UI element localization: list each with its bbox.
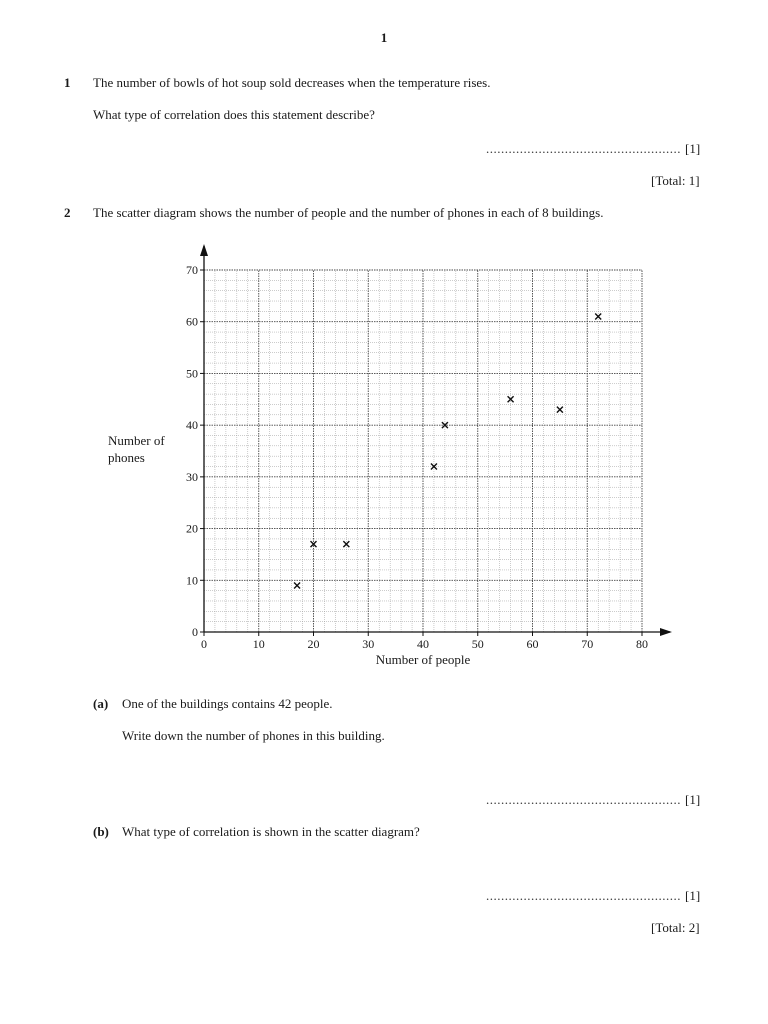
y-tick-label: 40 — [186, 418, 198, 433]
axes — [200, 244, 672, 636]
x-tick-label: 70 — [581, 637, 594, 651]
part-b-answer-line[interactable]: .................................................... — [486, 888, 681, 903]
question-2-statement: The scatter diagram shows the number of people and the number of phones in each of 8 buildings. — [93, 205, 604, 220]
data-point — [294, 582, 300, 588]
data-point — [557, 407, 563, 413]
question-1-answer-line[interactable]: .................................................... — [486, 141, 681, 156]
x-tick-label: 60 — [526, 637, 539, 651]
y-tick-label: 30 — [186, 469, 198, 484]
x-tick-label: 30 — [362, 637, 375, 651]
data-points — [294, 314, 601, 589]
part-a-prompt: Write down the number of phones in this building. — [122, 728, 385, 743]
part-b-label: (b) — [93, 824, 109, 839]
question-1-number: 1 — [64, 75, 71, 90]
y-tick-label: 60 — [186, 314, 198, 329]
page-number: 1 — [380, 30, 388, 45]
y-tick-label: 20 — [186, 521, 198, 536]
x-axis-arrow — [660, 628, 672, 636]
question-1-prompt: What type of correlation does this statement describe? — [93, 107, 375, 122]
part-b-marks: [1] — [685, 888, 701, 903]
x-tick-label: 10 — [252, 637, 265, 651]
part-a-label: (a) — [93, 696, 109, 711]
y-axis-arrow — [200, 244, 208, 256]
part-b-prompt: What type of correlation is shown in the scatter diagram? — [122, 824, 420, 839]
part-a-statement: One of the buildings contains 42 people. — [122, 696, 333, 711]
part-a-marks: [1] — [685, 792, 701, 807]
x-tick-label: 40 — [417, 637, 429, 651]
y-axis-label-line-1: Number of — [108, 433, 165, 448]
y-axis-label-line-2: phones — [108, 450, 145, 465]
x-tick-label: 50 — [471, 637, 484, 651]
y-tick-label: 0 — [192, 625, 198, 639]
y-tick-label: 70 — [186, 263, 198, 277]
question-2-total: [Total: 2] — [651, 920, 700, 935]
question-1-total: [Total: 1] — [651, 173, 700, 188]
y-tick-label: 10 — [186, 573, 198, 588]
question-1-statement: The number of bowls of hot soup sold decreases when the temperature rises. — [93, 75, 491, 90]
y-tick-label: 50 — [186, 366, 198, 381]
question-1-marks: [1] — [685, 141, 701, 156]
x-axis-label: Number of people — [375, 652, 471, 667]
x-tick-label: 20 — [307, 637, 320, 651]
data-point — [595, 314, 601, 320]
axis-ticks — [186, 263, 648, 651]
question-2-number: 2 — [64, 205, 71, 220]
x-tick-label: 0 — [201, 637, 207, 651]
scatter-diagram — [0, 230, 768, 690]
x-tick-label: 80 — [636, 637, 648, 651]
part-a-answer-line[interactable]: .................................................... — [486, 792, 681, 807]
